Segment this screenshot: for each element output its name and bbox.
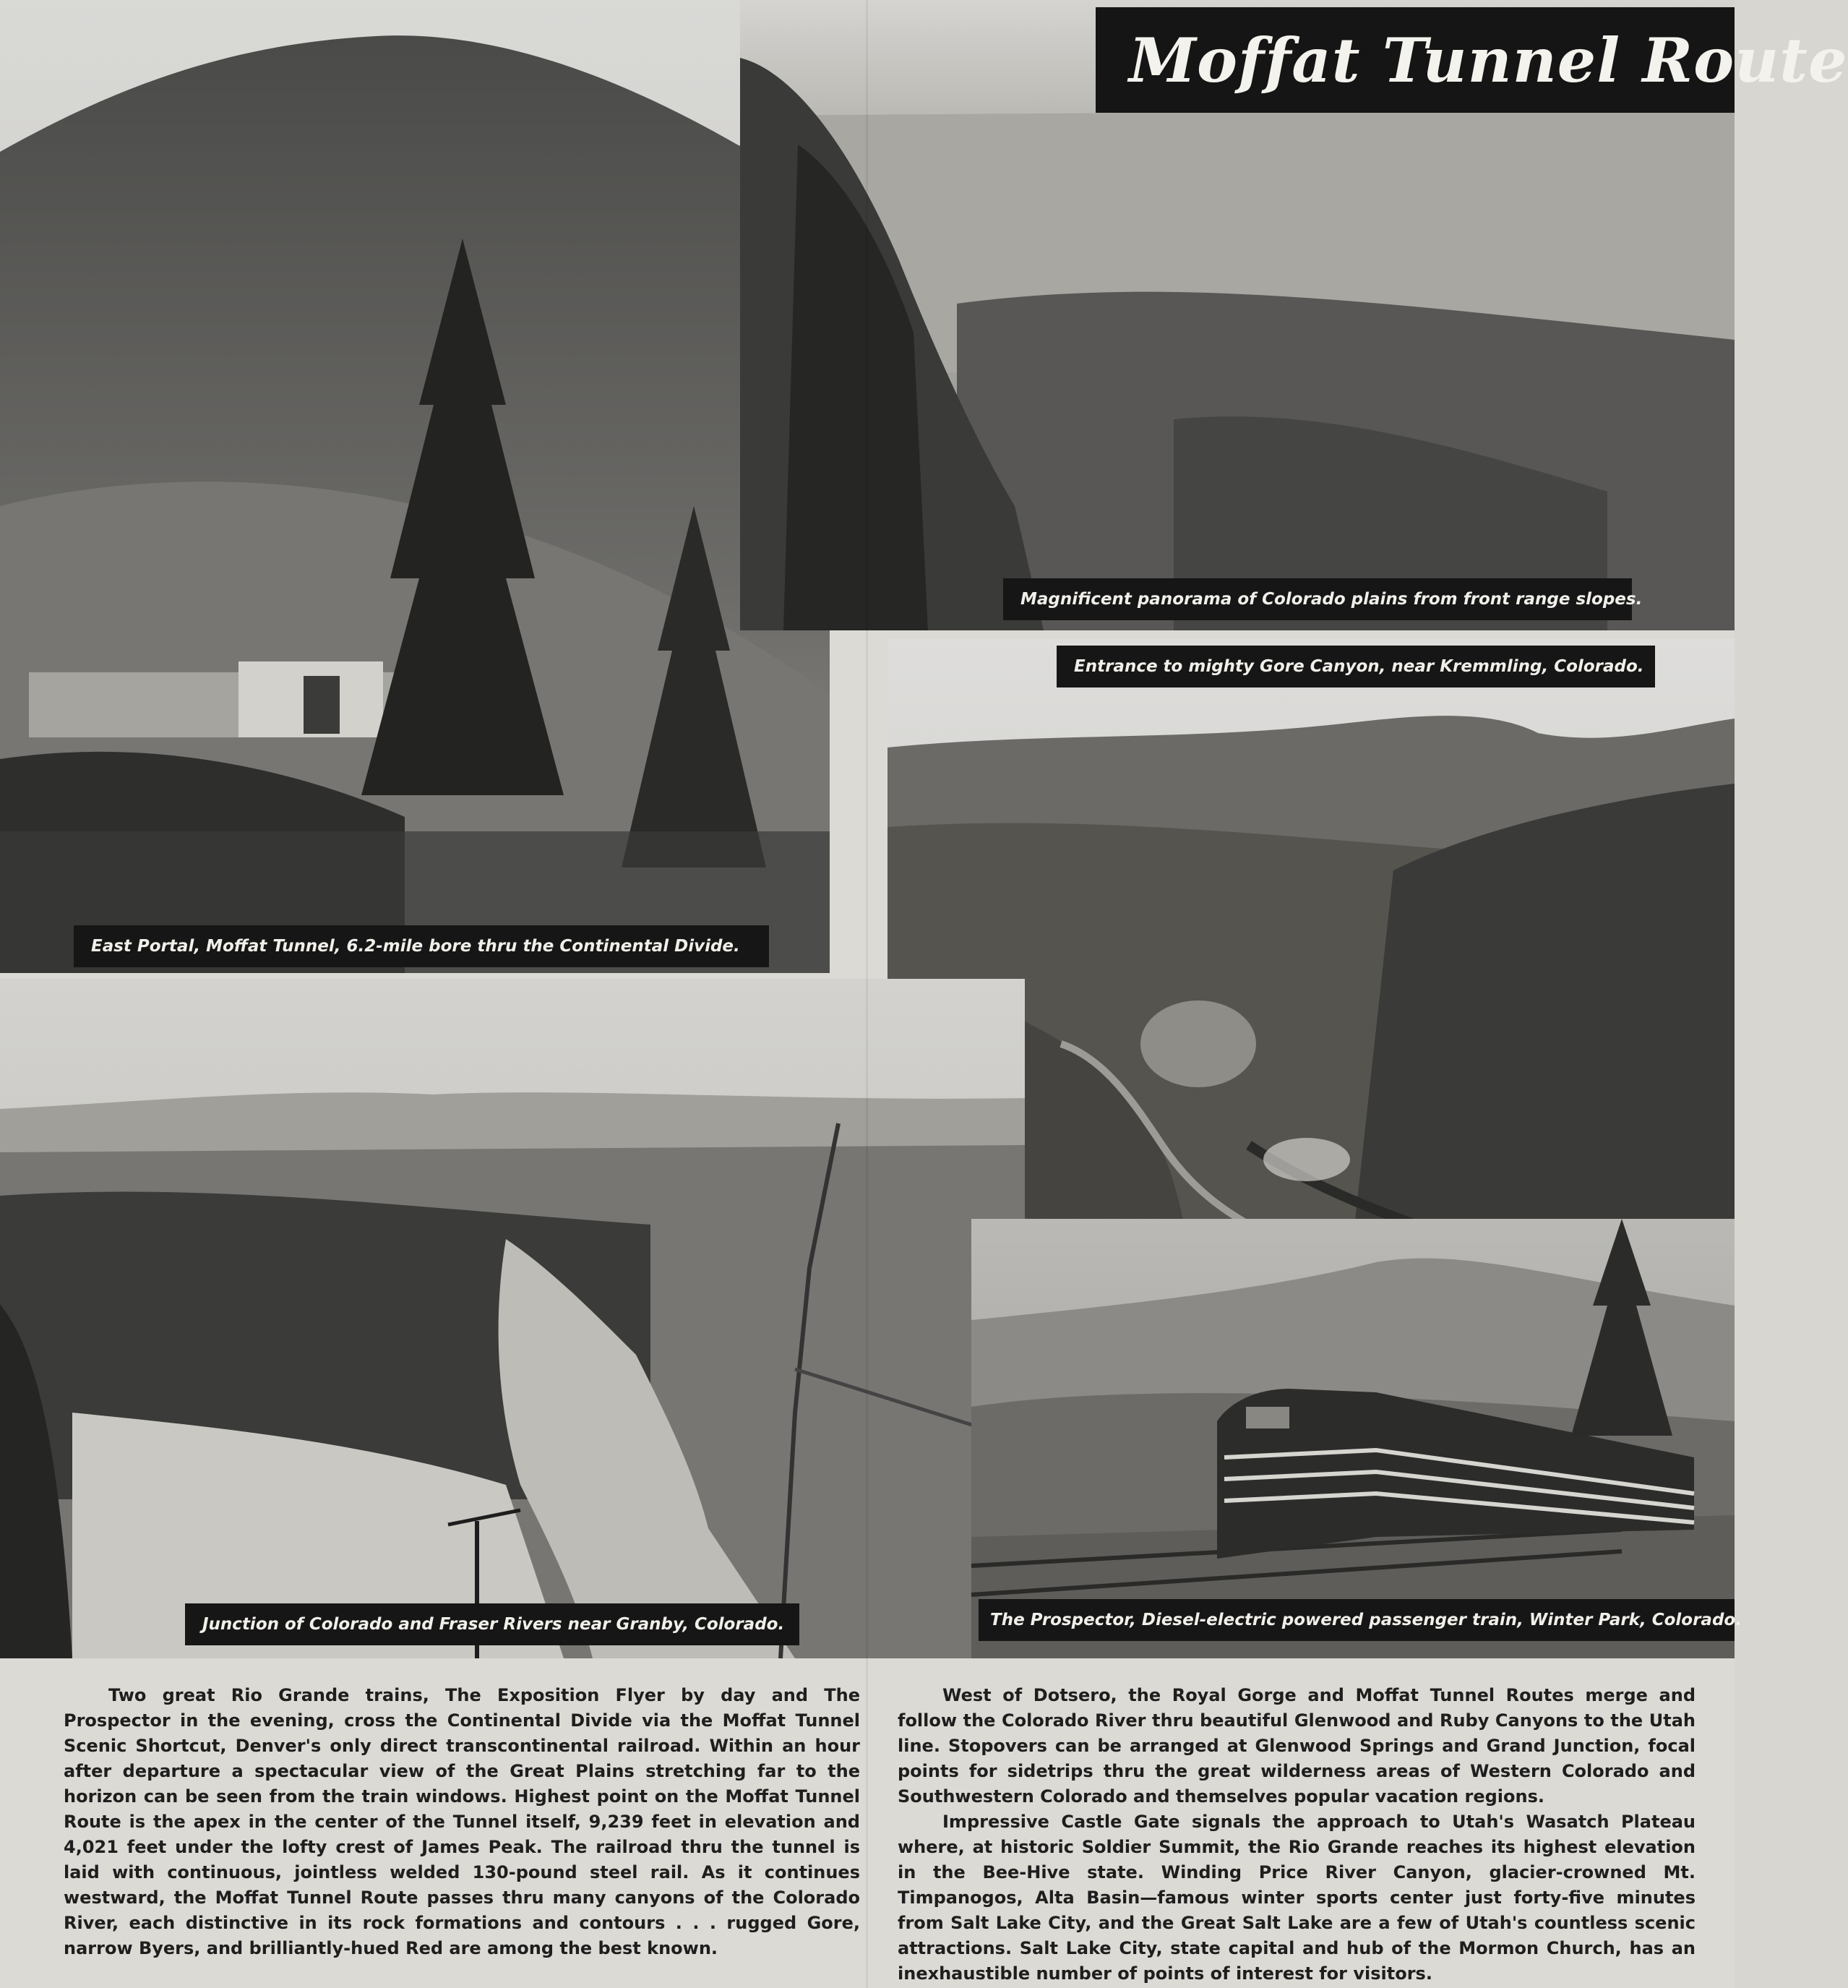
caption-prospector: The Prospector, Diesel-electric powered passenger train, Winter Park, Colorado. [979,1599,1735,1641]
page-title: Moffat Tunnel Route [1129,24,1848,96]
body-text-left [64,1683,860,1961]
title-banner [1096,7,1848,113]
body-paragraph: Impressive Castle Gate signals the approach to Utah's Wasatch Plateau where, at historic Soldier Summit, the Rio Grande reaches its highest elevation in the Bee-Hive state. Winding Price River Canyon, glacier-crowned Mt. Timpanogos, Alta Basin—famous winter sports center just forty-five minutes from Salt Lake City, and the Great Salt Lake are a few of Utah's countless scenic attractions. Salt Lake City, state capital and hub of the Mormon Church, has an inexhaustible number of points of interest for visitors. [898,1812,1696,1984]
page-fold [866,0,868,1988]
body-paragraph: West of Dotsero, the Royal Gorge and Moffat Tunnel Routes merge and follow the Colorado River thru beautiful Glenwood and Ruby Canyons to the Utah line. Stopovers can be arranged at Glenwood Springs and Grand Junction, focal points for sidetrips thru the great wilderness areas of Western Colorado and Southwestern Colorado and themselves popular vacation regions. [898,1685,1696,1807]
prospector-train-photo [971,1219,1735,1658]
body-paragraph: Two great Rio Grande trains, The Exposition Flyer by day and The Prospector in the evening, cross the Continental Divide via the Moffat Tunnel Scenic Shortcut, Denver's only direct transcontinental railroad. Within an hour after departure a spectacular view of the Great Plains stretching far to the horizon can be seen from the train windows. Highest point on the Moffat Tunnel Route is the apex in the center of the Tunnel itself, 9,239 feet in elevation and 4,021 feet under the lofty crest of James Peak. The railroad thru the tunnel is laid with continuous, jointless welded 130-pound steel rail. As it continues westward, the Moffat Tunnel Route passes thru many canyons of the Colorado River, each distinctive in its rock formations and contours . . . rugged Gore, narrow Byers, and brilliantly-hued Red are among the best known. [64,1685,860,1958]
caption-plains: Magnificent panorama of Colorado plains from front range slopes. [1003,578,1632,620]
river-junction-photo [0,979,1025,1658]
east-portal-photo [0,0,830,973]
caption-east-portal: East Portal, Moffat Tunnel, 6.2-mile bore thru the Continental Divide. [74,925,769,967]
caption-river-junction: Junction of Colorado and Fraser Rivers near Granby, Colorado. [185,1603,799,1645]
body-text-right [898,1683,1696,1987]
caption-gore-canyon: Entrance to mighty Gore Canyon, near Kremmling, Colorado. [1057,646,1655,687]
